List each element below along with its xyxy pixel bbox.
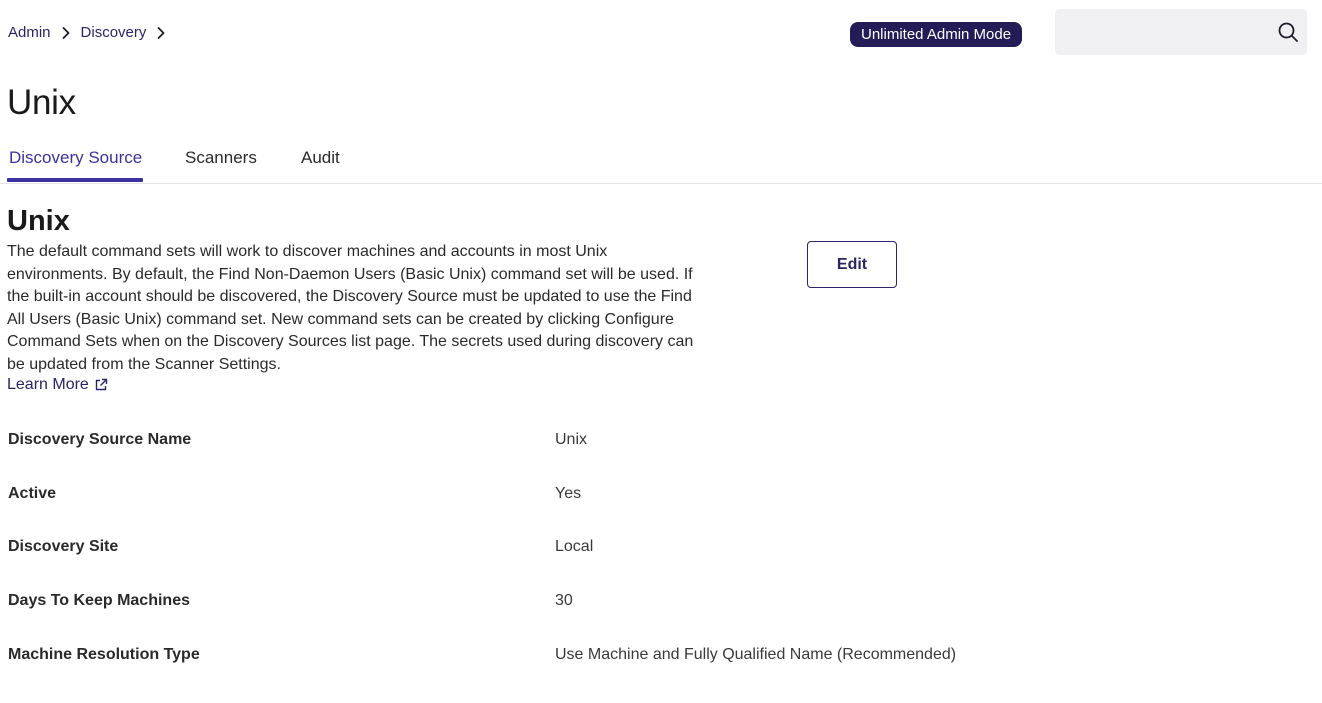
tab-audit[interactable]: Audit <box>301 148 340 167</box>
detail-row <box>0 646 1322 676</box>
search-input[interactable] <box>1055 9 1265 55</box>
edit-button[interactable]: Edit <box>807 241 897 288</box>
detail-value: Yes <box>555 485 582 502</box>
detail-label: Machine Resolution Type <box>8 646 200 663</box>
section-title: Unix <box>7 205 70 237</box>
detail-value: 30 <box>555 592 573 609</box>
breadcrumb <box>8 24 176 41</box>
detail-label: Discovery Source Name <box>8 431 192 448</box>
detail-row <box>0 538 1322 568</box>
detail-row <box>0 485 1322 515</box>
tab-discovery-source[interactable]: Discovery Source <box>9 148 143 167</box>
detail-value: Unix <box>555 431 588 448</box>
detail-label: Days To Keep Machines <box>8 592 190 609</box>
active-tab-indicator <box>7 178 143 182</box>
detail-row <box>0 431 1322 461</box>
tab-bar <box>0 136 1322 184</box>
detail-value: Local <box>555 538 594 555</box>
learn-more-link[interactable] <box>7 376 108 394</box>
search-box <box>1055 9 1307 55</box>
tab-scanners[interactable]: Scanners <box>185 148 257 167</box>
detail-label: Active <box>8 485 57 502</box>
detail-value: Use Machine and Fully Qualified Name (Recommended) <box>555 646 957 663</box>
admin-mode-badge[interactable]: Unlimited Admin Mode <box>850 22 1022 47</box>
breadcrumb-item-admin[interactable]: Admin <box>8 24 51 41</box>
chevron-right-icon <box>59 26 73 40</box>
detail-row <box>0 592 1322 622</box>
external-link-icon <box>94 378 108 392</box>
page-title: Unix <box>7 83 76 122</box>
detail-label: Discovery Site <box>8 538 119 555</box>
section-description: The default command sets will work to discover machines and accounts in most Unix environments. By default, the Find Non-Daemon Users (Basic Unix) command set will be used. If the built-in account should be discovered, the Discovery Source must be updated to use the Find All Users (Basic Unix) command set. New command sets can be created by clicking Configure Command Sets when on the Discovery Sources list page. The secrets used during discovery can be updated from the Scanner Settings. <box>7 243 694 373</box>
learn-more-label: Learn More <box>7 376 89 393</box>
breadcrumb-item-discovery[interactable]: Discovery <box>80 24 147 41</box>
chevron-right-icon <box>154 26 168 40</box>
search-icon[interactable] <box>1277 21 1299 43</box>
